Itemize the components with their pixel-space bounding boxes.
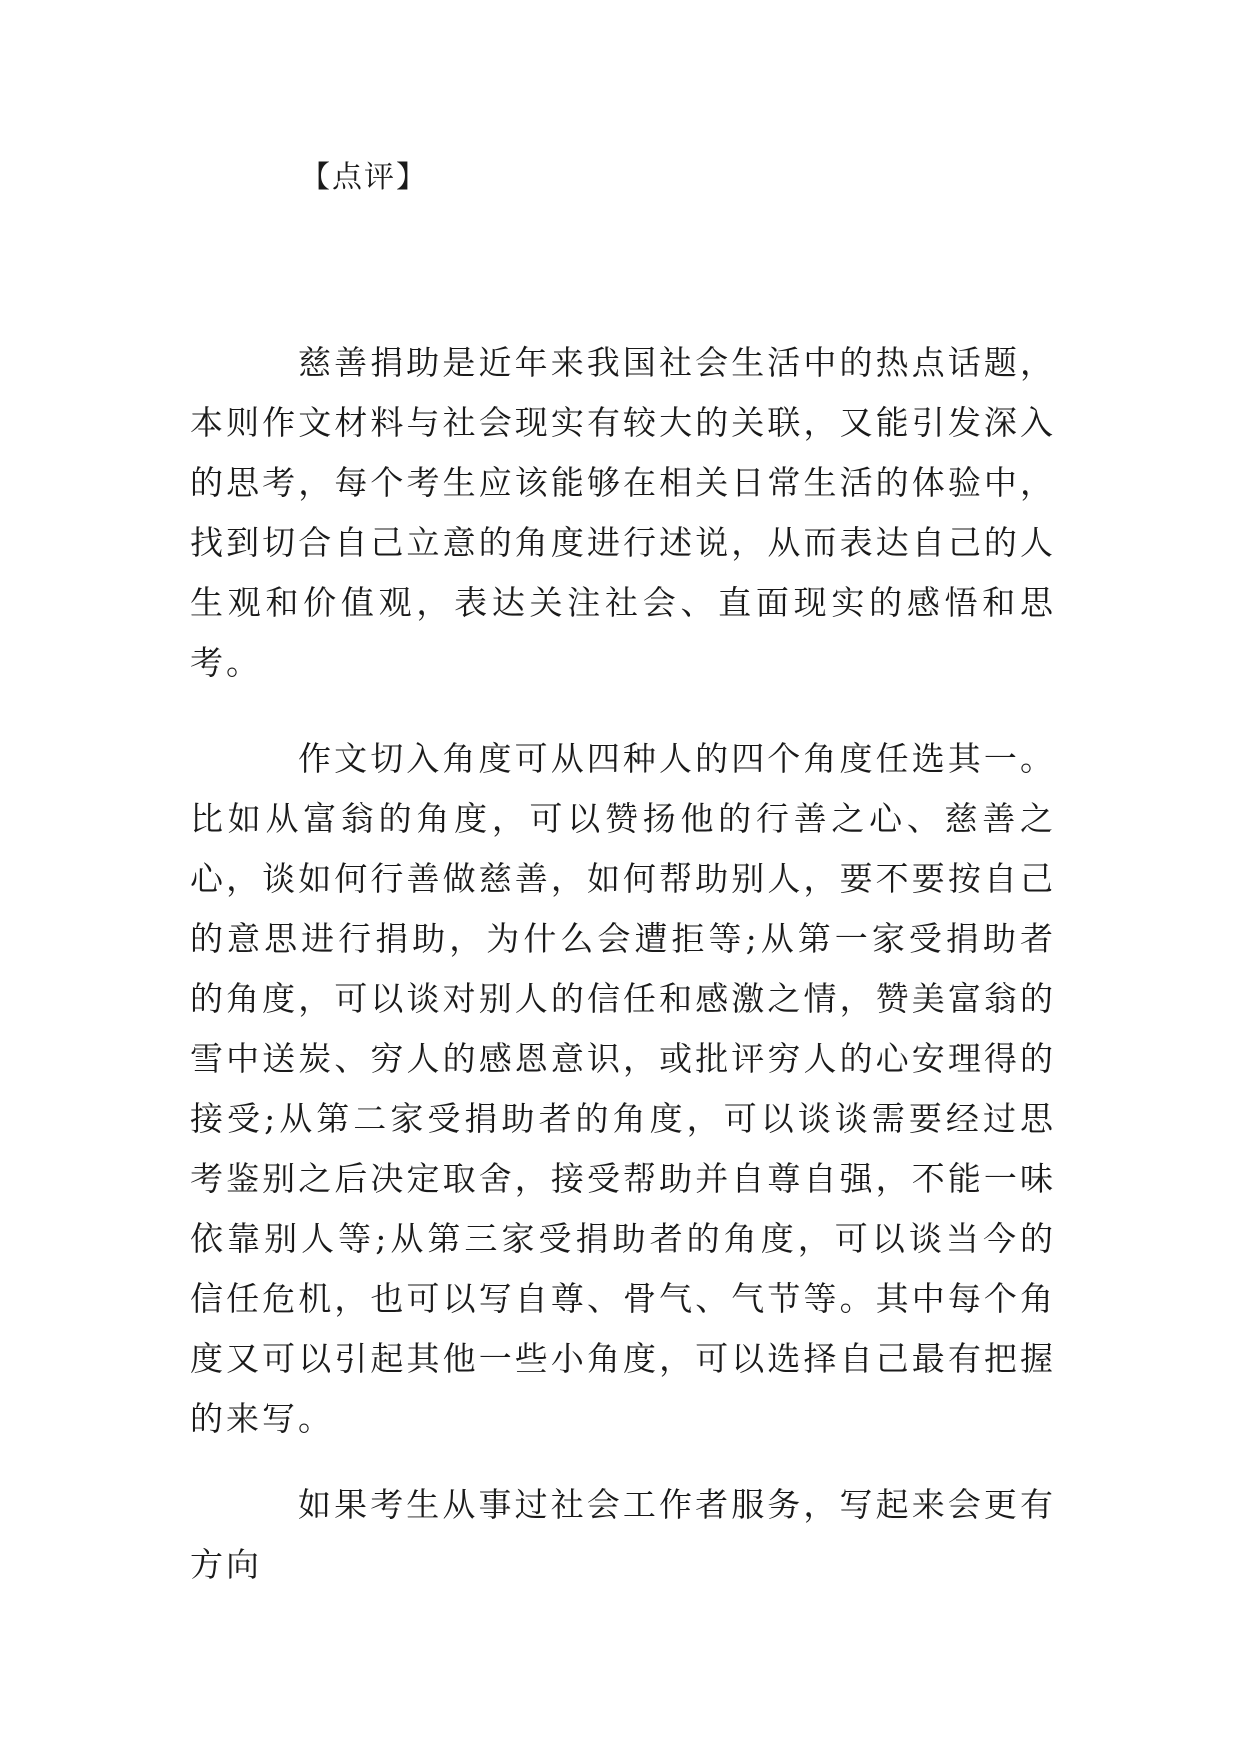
paragraph-3: 如果考生从事过社会工作者服务，写起来会更有方向 <box>190 1485 1056 1584</box>
paragraph-2: 作文切入角度可从四种人的四个角度任选其一。比如从富翁的角度，可以赞扬他的行善之心、慈善之心，谈如何行善做慈善，如何帮助别人，要不要按自己的意思进行捐助，为什么会遭拒等;从第一家受捐助者的角度，可以谈对别人的信任和感激之情，赞美富翁的雪中送炭、穷人的感恩意识，或批评穷人的心安理得的接受;从第二家受捐助者的角度，可以谈谈需要经过思考鉴别之后决定取舍，接受帮助并自尊自强，不能一味依靠别人等;从第三家受捐助者的角度，可以谈当今的信任危机，也可以写自尊、骨气、气节等。其中每个角度又可以引起其他一些小角度，可以选择自己最有把握的来写。 <box>190 739 1056 1438</box>
paragraph-1: 慈善捐助是近年来我国社会生活中的热点话题，本则作文材料与社会现实有较大的关联，又能引发深入的思考，每个考生应该能够在相关日常生活的体验中，找到切合自己立意的角度进行述说，从而表达自己的人生观和价值观，表达关注社会、直面现实的感悟和思考。 <box>190 343 1056 682</box>
section-heading: 【点评】 <box>300 160 428 195</box>
